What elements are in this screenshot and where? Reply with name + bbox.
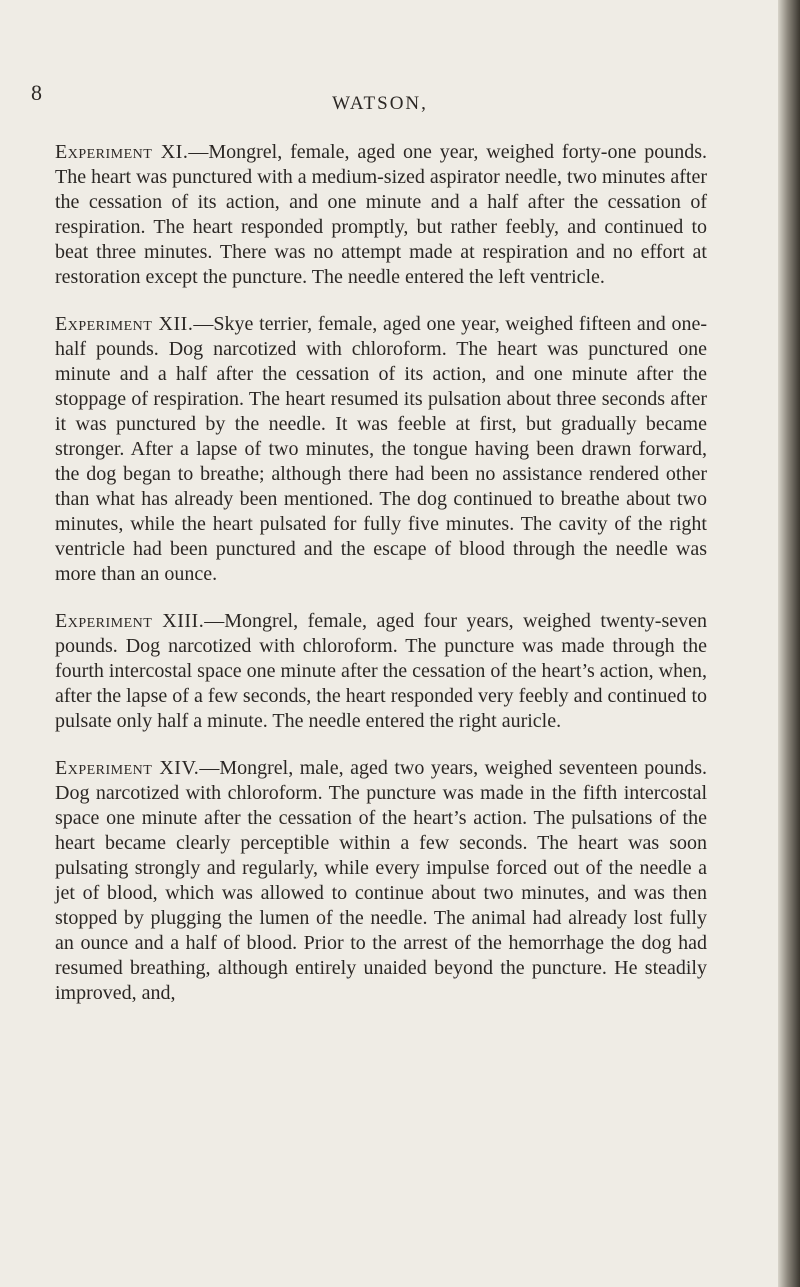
experiment-xi-paragraph <box>55 140 707 290</box>
experiment-text: —Mongrel, female, aged four years, weighed twenty-seven pounds. Dog narcotized with chloroform. The puncture was made through the fourth intercostal space one minute after the cessation of the heart’s action, when, after the lapse of a few seconds, the heart responded very feebly and continued to pulsate only half a minute. The needle entered the right auricle. <box>55 610 707 732</box>
experiment-heading: Experiment XIII. <box>55 610 205 632</box>
experiment-xiii-paragraph <box>55 609 707 734</box>
experiment-text: —Skye terrier, female, aged one year, weighed fifteen and one-half pounds. Dog narcotized with chloroform. The heart was punctured one minute and a half after the cessation of its action, and one minute after the stoppage of respiration. The heart resumed its pulsation about three seconds after it was punctured by the needle. It was feeble at first, but gradually became stronger. After a lapse of two minutes, the tongue having been drawn forward, the dog began to breathe; although there had been no assistance rendered other than what has already been mentioned. The dog continued to breathe about two minutes, while the heart pulsated for fully five minutes. The cavity of the right ventricle had been punctured and the escape of blood through the needle was more than an ounce. <box>55 313 707 585</box>
experiment-xiv-paragraph <box>55 756 707 1006</box>
experiment-heading: Experiment XIV. <box>55 757 200 779</box>
experiment-text: —Mongrel, male, aged two years, weighed seventeen pounds. Dog narcotized with chloroform. The puncture was made in the fifth intercostal space one minute after the cessation of the heart’s action. The pulsations of the heart became clearly perceptible within a few seconds. The heart was soon pulsating strongly and regularly, while every impulse forced out of the needle a jet of blood, which was allowed to continue about two minutes, and was then stopped by plugging the lumen of the needle. The animal had already lost fully an ounce and a half of blood. Prior to the arrest of the hemorrhage the dog had resumed breathing, although entirely unaided beyond the puncture. He steadily improved, and, <box>55 757 707 1004</box>
page-binding-edge <box>778 0 800 1287</box>
page-number: 8 <box>31 80 42 105</box>
page-body <box>55 140 707 1028</box>
experiment-heading: Experiment XII. <box>55 313 194 335</box>
running-head: WATSON, <box>332 93 428 114</box>
experiment-heading: Experiment XI. <box>55 141 189 163</box>
experiment-xii-paragraph <box>55 312 707 587</box>
experiment-text: —Mongrel, female, aged one year, weighed forty-one pounds. The heart was punctured with a medium-sized aspirator needle, two minutes after the cessation of its action, and one minute and a half after the cessation of respiration. The heart responded promptly, but rather feebly, and continued to beat three minutes. There was no attempt made at respiration and no effort at restoration except the puncture. The needle entered the left ventricle. <box>55 141 707 288</box>
